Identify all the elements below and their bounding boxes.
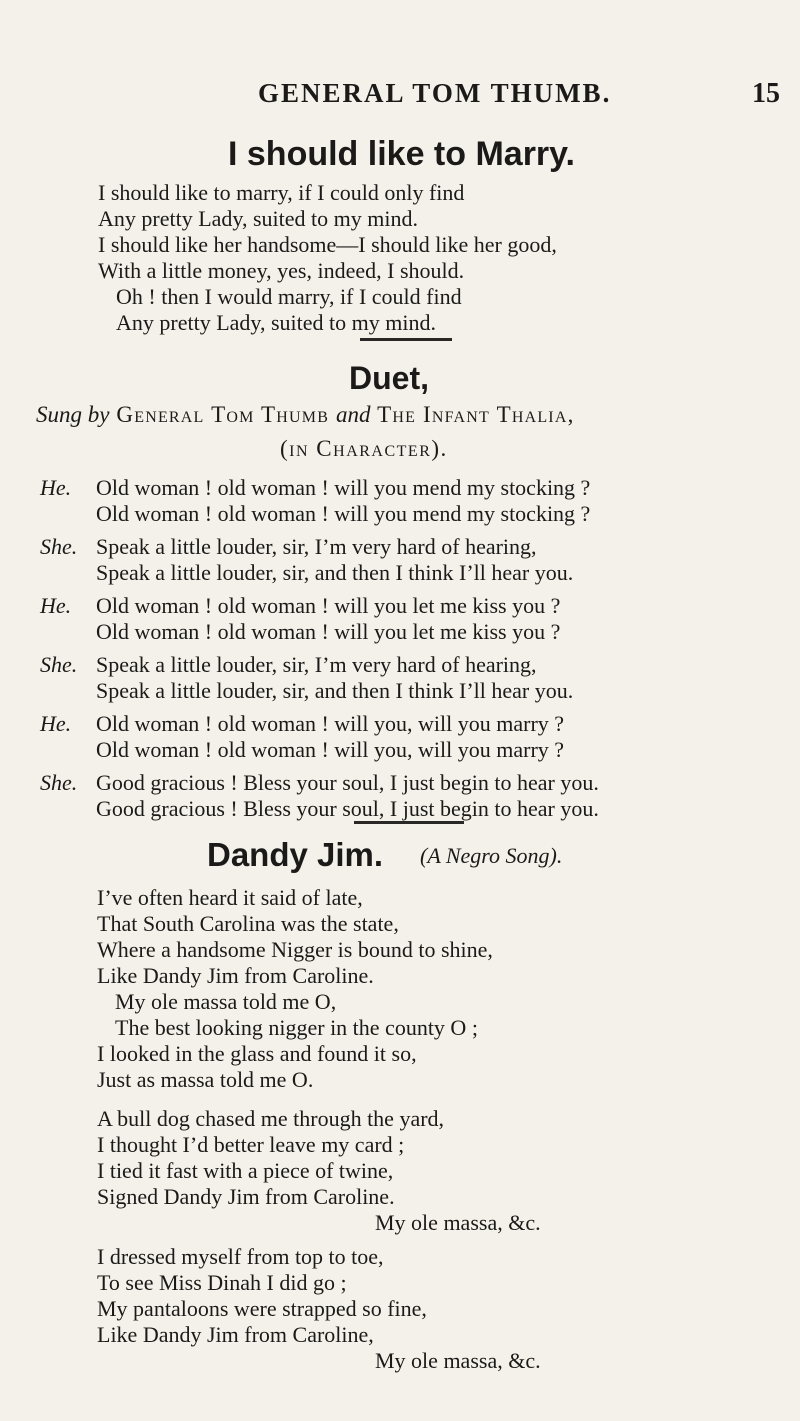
duet-line: Old woman ! old woman ! will you, will you marry ?	[96, 737, 565, 762]
duet-line: Good gracious ! Bless your soul, I just begin to hear you.	[96, 796, 599, 821]
page-number: 15	[752, 78, 780, 109]
dandy-chorus-line: My ole massa told me O,	[115, 989, 337, 1014]
dandy-stanza-2	[97, 1106, 541, 1236]
sung-by-prefix: Sung by	[36, 402, 110, 427]
dandy-jim-subtitle: (A Negro Song).	[420, 843, 563, 868]
speaker-label: He.	[40, 711, 72, 736]
dandy-refrain: My ole massa, &c.	[375, 1210, 541, 1235]
song1-line: Oh ! then I would marry, if I could find	[116, 284, 462, 309]
dandy-line: Like Dandy Jim from Caroline,	[97, 1322, 374, 1347]
dandy-line: Like Dandy Jim from Caroline.	[97, 963, 374, 988]
performer-1: General Tom Thumb	[116, 402, 330, 427]
character-note: (in Character).	[280, 436, 448, 461]
duet-line: Old woman ! old woman ! will you let me kiss you ?	[96, 593, 561, 618]
duet-line: Old woman ! old woman ! will you let me kiss you ?	[96, 619, 561, 644]
duet-line: Good gracious ! Bless your soul, I just begin to hear you.	[96, 770, 599, 795]
speaker-label: He.	[40, 593, 72, 618]
dandy-line: Where a handsome Nigger is bound to shine,	[97, 937, 493, 962]
duet-line: Speak a little louder, sir, I’m very hard of hearing,	[96, 652, 537, 677]
performer-2: The Infant Thalia,	[377, 402, 575, 427]
dandy-jim-title: Dandy Jim.	[207, 836, 384, 873]
speaker-label: He.	[40, 475, 72, 500]
speaker-label: She.	[40, 534, 78, 559]
dandy-line: My pantaloons were strapped so fine,	[97, 1296, 427, 1321]
song1-line: Any pretty Lady, suited to my mind.	[116, 310, 436, 335]
duet-line: Old woman ! old woman ! will you mend my stocking ?	[96, 501, 591, 526]
duet-line: Old woman ! old woman ! will you, will you marry ?	[96, 711, 565, 736]
dandy-stanza-1	[97, 885, 493, 1093]
speaker-label: She.	[40, 770, 78, 795]
dandy-chorus-line: I looked in the glass and found it so,	[97, 1041, 417, 1066]
dandy-line: I tied it fast with a piece of twine,	[97, 1158, 394, 1183]
duet-line: Speak a little louder, sir, and then I think I’ll hear you.	[96, 678, 574, 703]
duet-line: Speak a little louder, sir, and then I think I’ll hear you.	[96, 560, 574, 585]
dandy-line: To see Miss Dinah I did go ;	[97, 1270, 347, 1295]
song1-line: Any pretty Lady, suited to my mind.	[98, 206, 418, 231]
section-divider	[360, 338, 452, 341]
song1-line: With a little money, yes, indeed, I should.	[98, 258, 465, 283]
dandy-chorus-line: The best looking nigger in the county O ;	[115, 1015, 478, 1040]
duet-line: Old woman ! old woman ! will you mend my stocking ?	[96, 475, 591, 500]
duet-line: Speak a little louder, sir, I’m very hard of hearing,	[96, 534, 537, 559]
dandy-line: Signed Dandy Jim from Caroline.	[97, 1184, 395, 1209]
section-divider	[354, 821, 464, 824]
dandy-line: I’ve often heard it said of late,	[97, 885, 363, 910]
dandy-line: I dressed myself from top to toe,	[97, 1244, 384, 1269]
dandy-stanza-3	[97, 1244, 541, 1374]
sung-by-and: and	[336, 402, 371, 427]
song1-line: I should like her handsome—I should like her good,	[98, 232, 557, 257]
dandy-line: I thought I’d better leave my card ;	[97, 1132, 405, 1157]
duet-title: Duet,	[349, 360, 429, 396]
running-title: GENERAL TOM THUMB.	[258, 78, 612, 108]
speaker-label: She.	[40, 652, 78, 677]
dandy-line: That South Carolina was the state,	[97, 911, 399, 936]
song1-stanza	[98, 180, 557, 336]
duet-credits	[36, 402, 800, 428]
dandy-line: A bull dog chased me through the yard,	[97, 1106, 445, 1131]
running-head	[0, 78, 800, 118]
song1-line: I should like to marry, if I could only find	[98, 180, 465, 205]
dandy-chorus-line: Just as massa told me O.	[97, 1067, 314, 1092]
dandy-refrain: My ole massa, &c.	[375, 1348, 541, 1373]
song-title-i-should-like-to-marry: I should like to Marry.	[228, 135, 575, 173]
